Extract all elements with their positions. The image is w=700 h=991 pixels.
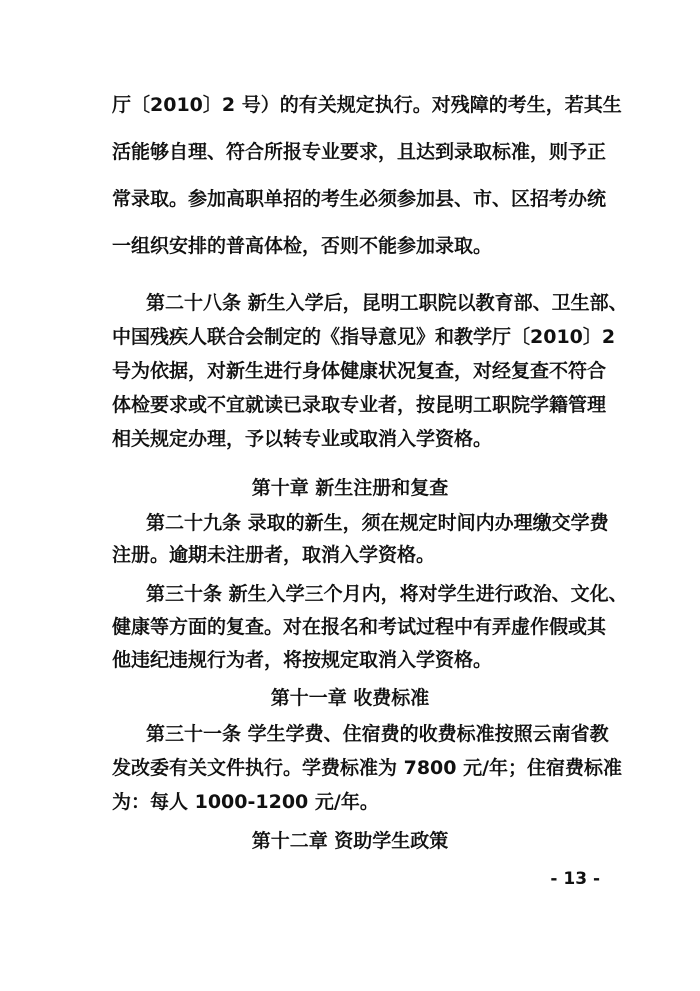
page-number: - 13 - [550,869,600,889]
article-31-line-1: 第三十一条 学生学费、住宿费的收费标准按照云南省教 [146,723,609,745]
article-30-line-2: 健康等方面的复查。对在报名和考试过程中有弄虚作假或其 [112,616,607,638]
paragraph-1-line-3: 常录取。参加高职单招的考生必须参加县、市、区招考办统 [112,188,607,210]
article-31-line-3: 为：每人 1000-1200 元/年。 [112,791,379,813]
chapter-10-heading: 第十章 新生注册和复查 [251,477,449,499]
paragraph-1-line-2: 活能够自理、符合所报专业要求，且达到录取标准，则予正 [112,141,607,163]
article-28-line-5: 相关规定办理，予以转专业或取消入学资格。 [112,428,493,450]
chapter-12-heading: 第十二章 资助学生政策 [251,830,449,852]
article-29-line-2: 注册。逾期未注册者，取消入学资格。 [112,544,436,566]
chapter-11-heading: 第十一章 收费标准 [270,687,430,709]
paragraph-1-line-4: 一组织安排的普高体检，否则不能参加录取。 [112,235,493,257]
article-29-line-1: 第二十九条 录取的新生，须在规定时间内办理缴交学费 [146,512,609,534]
article-30-line-3: 他违纪违规行为者，将按规定取消入学资格。 [112,649,493,671]
article-28-line-1: 第二十八条 新生入学后，昆明工职院以教育部、卫生部、 [146,292,628,314]
article-31-line-2: 发改委有关文件执行。学费标准为 7800 元/年；住宿费标准 [112,757,623,779]
article-28-line-2: 中国残疾人联合会制定的《指导意见》和教学厅〔2010〕2 [112,326,616,348]
article-28-line-3: 号为依据，对新生进行身体健康状况复查，对经复查不符合 [112,360,607,382]
article-30-line-1: 第三十条 新生入学三个月内，将对学生进行政治、文化、 [146,583,628,605]
paragraph-1-line-1: 厅〔2010〕2 号）的有关规定执行。对残障的考生，若其生 [112,94,622,116]
article-28-line-4: 体检要求或不宜就读已录取专业者，按昆明工职院学籍管理 [112,394,607,416]
